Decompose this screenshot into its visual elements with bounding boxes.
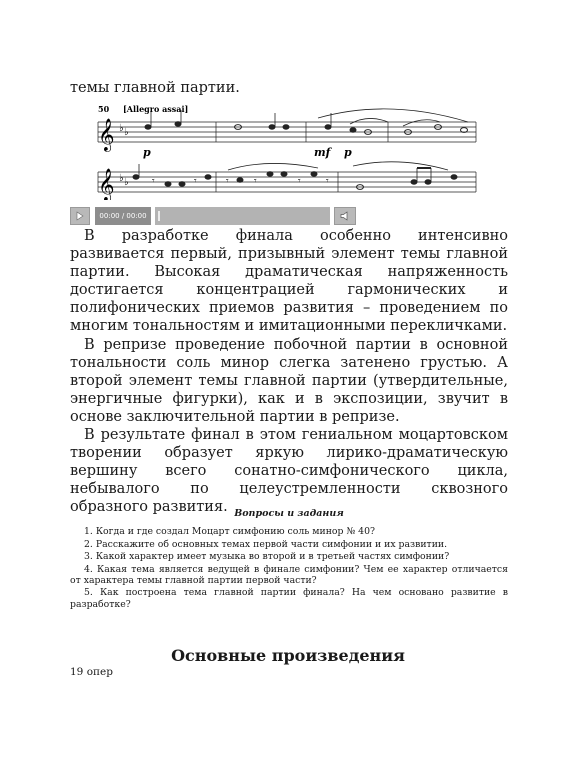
svg-text:𝄾: 𝄾 <box>194 176 197 187</box>
svg-text:𝄾: 𝄾 <box>298 176 301 187</box>
speaker-icon <box>340 211 350 221</box>
question-item: 5. Как построена тема главной партии финала? На чем основано развитие в разработке? <box>70 587 508 610</box>
flat-2: ♭ <box>124 127 129 138</box>
flat-4: ♭ <box>124 177 129 188</box>
paragraph: В разработке финала особенно интенсивно развивается первый, призывный элемент темы главной партии. Высокая драматическая напряженность достигается концентрацией гармонических и полифонических приемов развития – проведением по многим тональностям и имитационными перекличками. <box>70 228 508 335</box>
questions-title: Вопросы и задания <box>234 508 344 519</box>
svg-text:𝄾: 𝄾 <box>226 176 229 187</box>
progress-track[interactable] <box>155 207 330 225</box>
tempo-marking: [Allegro assai] <box>123 104 189 114</box>
paragraph: В результате финал в этом гениальном моцартовском творении образует яркую лирико-драматическую вершину всего сонатно-симфонического цикла, небывалого по целеустремленности сквозного образного развития. <box>70 427 508 516</box>
flat-1: ♭ <box>119 123 124 134</box>
question-item: 1. Когда и где создал Моцарт симфонию соль минор № 40? <box>84 526 375 538</box>
intro-line: темы главной партии. <box>70 80 240 96</box>
question-item: 4. Какая тема является ведущей в финале симфонии? Чем ее характер отличается от характера темы главной партии первой части? <box>70 563 508 587</box>
questions-section <box>70 508 508 611</box>
progress-handle[interactable] <box>158 211 160 221</box>
measure-number: 50 <box>98 104 110 114</box>
volume-button[interactable] <box>334 207 356 225</box>
paragraph: В репризе проведение побочной партии в основной тональности соль минор слегка затенено грустью. А второй элемент темы главной партии (утвердительные, энергичные фигурки), как и в экспозиции, звучит в основе заключительной партии в репризе. <box>70 336 508 425</box>
treble-clef-2: 𝄞 <box>98 168 115 200</box>
dynamic-marking: p <box>344 146 352 159</box>
question-item: 3. Какой характер имеет музыка во второй и в третьей частях симфонии? <box>84 551 450 563</box>
section-title: Основные произведения <box>171 646 405 665</box>
music-score <box>68 100 478 200</box>
play-icon <box>76 211 84 221</box>
svg-text:𝄾: 𝄾 <box>254 176 257 187</box>
dynamic-marking: p <box>143 146 151 159</box>
flat-3: ♭ <box>119 173 124 184</box>
body-text <box>70 227 508 517</box>
treble-clef-1: 𝄞 <box>98 118 115 151</box>
audio-player <box>70 207 356 225</box>
time-display: 00:00 / 00:00 <box>95 207 151 225</box>
dynamic-marking: mf <box>314 146 331 159</box>
svg-text:𝄾: 𝄾 <box>326 176 329 187</box>
question-item: 2. Расскажите об основных темах первой части симфонии и их развитии. <box>84 538 448 550</box>
play-button[interactable] <box>70 207 90 225</box>
works-list-item: 19 опер <box>70 666 113 678</box>
svg-text:𝄾: 𝄾 <box>152 176 155 187</box>
